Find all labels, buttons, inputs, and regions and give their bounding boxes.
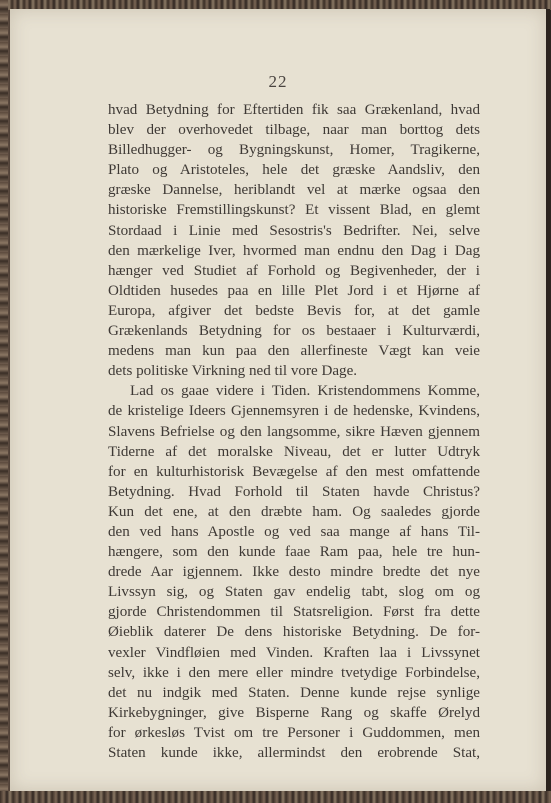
text-line: den ved hans Apostle og ved saa mange af hans Til- [108,523,480,540]
text-line: Stordaad i Linie med Sesostris's Bedrifter. Nei, selve [108,222,480,239]
page-number: 22 [268,72,288,91]
text-line: Kun det ene, at den dræbte ham. Og saaledes gjorde [108,503,480,520]
text-line: Slavens Befrielse og den langsomme, sikre Hæven gjennem [108,423,480,440]
body-text [108,100,480,763]
text-line: drede Aar igjennem. Ikke desto mindre bredte det nye [108,564,480,581]
text-line: Kirkebygninger, give Bisperne Rang og skaffe Ørelyd [108,704,480,721]
book-edge-bottom [0,791,551,803]
text-line: Oldtiden husedes paa en lille Plet Jord i et Hjørne af [108,282,480,299]
text-line: Grækenlands Betydning for os bestaaer i Kulturværdi, [108,323,480,340]
text-line: gjorde Christendommen til Statsreligion. Først fra dette [108,604,480,621]
text-line: Billedhugger- og Bygningskunst, Homer, Tragikerne, [108,142,480,159]
text-line: dets politiske Virkning ned til vore Dage. [108,363,358,380]
text-line: Europa, afgiver det bedste Bevis for, at det gamle [108,302,480,319]
text-line: Tiderne af det moralske Niveau, det er lutter Udtryk [108,443,480,460]
book-edge-left [0,0,8,803]
text-line: hvad Betydning for Eftertiden fik saa Grækenland, hvad [108,102,480,118]
text-line: for ørkesløs Tvist om tre Personer i Guddommen, men [108,724,480,741]
text-line: historiske Fremstillingskunst? Et vissent Blad, en glemt [108,202,480,219]
text-line: den mærkelige Iver, hvormed man endnu den Dag i Dag [108,242,480,259]
text-line: blev der overhovedet tilbage, naar man borttog dets [108,122,480,139]
text-line: de kristelige Ideers Gjennemsyren i de hedenske, Kvindens, [108,403,480,420]
text-line: Betydning. Hvad Forhold til Staten havde Christus? [108,483,480,500]
text-line: Livssyn sig, og Staten gav endelig tabt, slog om og [108,584,480,601]
text-line: græske Dannelse, heriblandt vel at mærke ogsaa den [108,182,480,199]
text-line: Plato og Aristoteles, hele det græske Aandsliv, den [108,162,480,179]
text-line: for en kulturhistorisk Bevægelse af den mest omfattende [108,463,480,480]
text-line: selv, ikke i den mere eller mindre tvetydige Forbindelse, [108,664,480,681]
text-line: Staten kunde ikke, allermindst den erobrende Stat, [108,745,480,761]
text-line: Øieblik daterer De dens historiske Betydning. De for- [108,624,480,641]
text-line: hængere, som den kunde faae Ram paa, hele tre hun- [108,544,480,561]
text-line: Lad os gaae videre i Tiden. Kristendommens Komme, [130,383,480,400]
text-line: hænger ved Studiet af Forhold og Begivenheder, der i [108,262,480,279]
text-line: det nu indgik med Staten. Denne kunde rejse synlige [108,684,480,701]
page [10,9,550,791]
text-line: vexler Vindfløien med Vinden. Kraften laa i Livssynet [108,644,480,661]
text-line: medens man kun paa den allerfineste Vægt kan veie [108,343,480,360]
